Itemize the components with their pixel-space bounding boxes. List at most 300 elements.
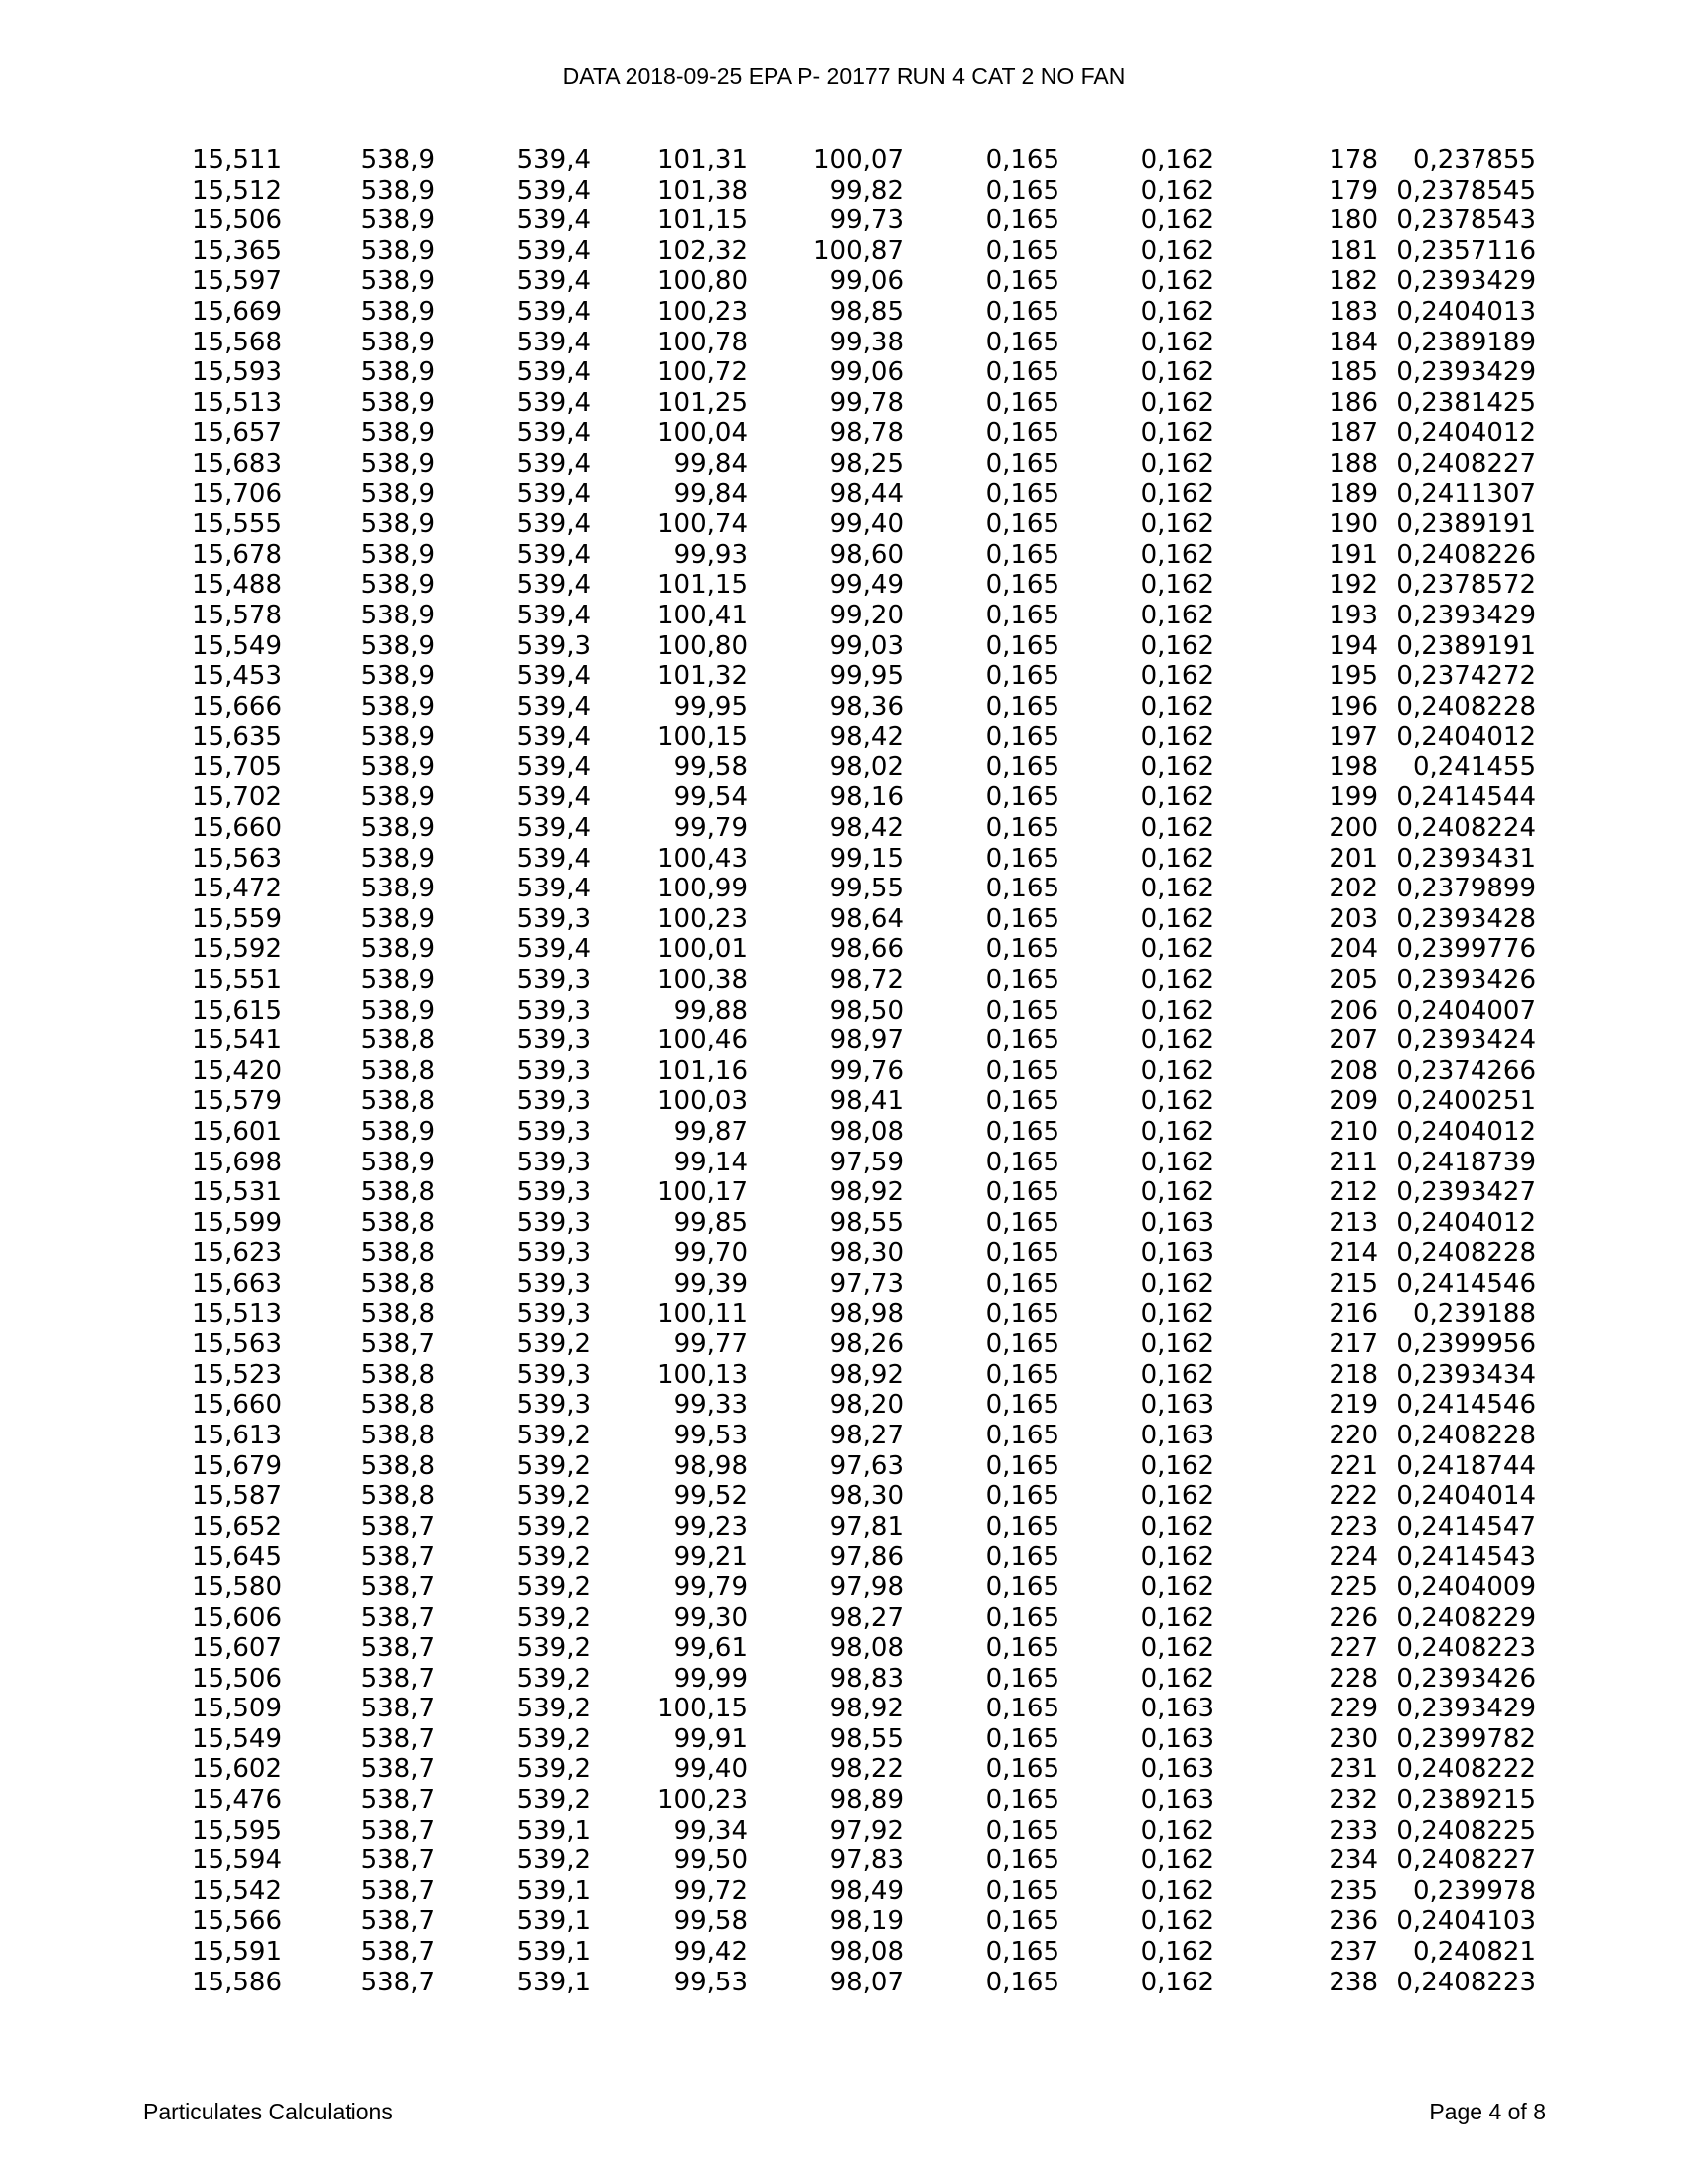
table-cell: 0,162 [1140,205,1214,236]
table-cell: 98,66 [829,934,904,965]
table-cell: 99,21 [673,1542,748,1572]
table-row [0,813,1688,844]
table-cell: 99,03 [829,630,904,661]
table-cell: 98,64 [829,903,904,934]
table-cell: 538,9 [360,782,435,813]
table-cell: 15,683 [192,448,282,478]
table-cell: 99,93 [673,539,748,570]
table-cell: 99,91 [673,1723,748,1754]
table-cell: 0,162 [1140,327,1214,357]
table-cell: 0,165 [985,995,1059,1025]
table-cell: 15,513 [192,387,282,418]
table-cell: 98,22 [829,1754,904,1785]
table-cell: 15,559 [192,903,282,934]
table-cell: 224 [1329,1542,1378,1572]
table-row [0,1694,1688,1724]
table-cell: 15,652 [192,1511,282,1542]
table-cell: 15,578 [192,600,282,630]
table-cell: 100,43 [657,843,748,874]
table-cell: 98,72 [829,965,904,996]
table-cell: 538,8 [360,1390,435,1421]
table-row [0,601,1688,631]
table-cell: 98,89 [829,1785,904,1816]
table-cell: 0,165 [985,235,1059,266]
table-cell: 0,165 [985,1875,1059,1906]
table-cell: 230 [1329,1723,1378,1754]
table-cell: 0,2404012 [1396,1117,1536,1147]
table-cell: 0,162 [1140,357,1214,388]
table-cell: 539,1 [516,1875,591,1906]
table-row [0,996,1688,1026]
table-cell: 228 [1329,1663,1378,1694]
table-cell: 0,2404009 [1396,1571,1536,1602]
table-row [0,1056,1688,1087]
table-cell: 0,165 [985,1298,1059,1329]
table-cell: 225 [1329,1571,1378,1602]
table-cell: 98,16 [829,782,904,813]
table-cell: 538,9 [360,965,435,996]
table-cell: 15,623 [192,1238,282,1269]
table-cell: 0,162 [1140,1298,1214,1329]
table-cell: 0,162 [1140,722,1214,752]
table-cell: 100,15 [657,1694,748,1724]
table-cell: 99,85 [673,1207,748,1238]
table-cell: 539,4 [516,843,591,874]
table-cell: 227 [1329,1633,1378,1664]
table-cell: 15,607 [192,1633,282,1664]
table-cell: 208 [1329,1055,1378,1086]
table-cell: 539,2 [516,1420,591,1450]
table-cell: 99,53 [673,1967,748,1997]
table-cell: 0,2374266 [1396,1055,1536,1086]
table-cell: 0,165 [985,600,1059,630]
table-row [0,449,1688,479]
table-cell: 0,165 [985,934,1059,965]
table-row [0,266,1688,297]
table-row [0,1481,1688,1512]
table-cell: 0,2414546 [1396,1390,1536,1421]
table-cell: 538,7 [360,1602,435,1633]
table-cell: 0,162 [1140,1845,1214,1876]
table-cell: 99,95 [829,661,904,692]
table-cell: 99,82 [829,175,904,205]
table-cell: 538,9 [360,509,435,540]
table-cell: 200 [1329,813,1378,844]
table-cell: 0,2393429 [1396,600,1536,630]
table-cell: 0,2399782 [1396,1723,1536,1754]
table-cell: 15,678 [192,539,282,570]
table-cell: 101,25 [657,387,748,418]
table-row [0,236,1688,267]
table-cell: 98,50 [829,995,904,1025]
table-cell: 198 [1329,751,1378,782]
table-row [0,570,1688,601]
table-cell: 100,74 [657,509,748,540]
table-cell: 538,9 [360,600,435,630]
table-cell: 0,165 [985,1633,1059,1664]
table-cell: 539,2 [516,1511,591,1542]
table-cell: 99,72 [673,1875,748,1906]
table-cell: 99,61 [673,1633,748,1664]
table-cell: 232 [1329,1785,1378,1816]
table-cell: 0,165 [985,175,1059,205]
table-cell: 97,86 [829,1542,904,1572]
table-cell: 15,472 [192,874,282,904]
table-cell: 0,2404012 [1396,722,1536,752]
table-cell: 539,4 [516,418,591,449]
table-cell: 100,13 [657,1359,748,1390]
table-cell: 15,613 [192,1420,282,1450]
table-cell: 539,4 [516,296,591,327]
table-cell: 100,17 [657,1177,748,1208]
table-row [0,1968,1688,1998]
table-cell: 538,8 [360,1268,435,1298]
table-cell: 15,509 [192,1694,282,1724]
table-cell: 15,698 [192,1147,282,1177]
page-title: DATA 2018-09-25 EPA P- 20177 RUN 4 CAT 2 NO FAN [562,64,1126,89]
table-cell: 15,513 [192,1298,282,1329]
table-cell: 180 [1329,205,1378,236]
table-cell: 213 [1329,1207,1378,1238]
table-cell: 0,2408224 [1396,813,1536,844]
table-row [0,145,1688,176]
table-cell: 15,591 [192,1937,282,1968]
table-row [0,844,1688,875]
table-cell: 15,563 [192,843,282,874]
table-cell: 98,27 [829,1420,904,1450]
table-cell: 100,03 [657,1086,748,1117]
table-cell: 15,606 [192,1602,282,1633]
table-cell: 0,2408228 [1396,1420,1536,1450]
table-cell: 538,7 [360,1937,435,1968]
table-cell: 0,162 [1140,266,1214,297]
table-cell: 0,2378543 [1396,205,1536,236]
table-cell: 0,2404012 [1396,418,1536,449]
table-cell: 538,9 [360,175,435,205]
table-cell: 0,162 [1140,1571,1214,1602]
table-row [0,1937,1688,1968]
table-cell: 97,81 [829,1511,904,1542]
table-cell: 15,597 [192,266,282,297]
table-cell: 100,46 [657,1025,748,1056]
table-cell: 539,3 [516,1147,591,1177]
table-cell: 539,3 [516,1025,591,1056]
table-cell: 216 [1329,1298,1378,1329]
table-cell: 100,38 [657,965,748,996]
page-footer [0,2099,1688,2130]
table-row [0,1451,1688,1482]
table-row [0,1148,1688,1178]
table-cell: 15,663 [192,1268,282,1298]
table-cell: 178 [1329,145,1378,175]
table-cell: 0,162 [1140,478,1214,509]
table-cell: 15,476 [192,1785,282,1816]
table-cell: 0,2389189 [1396,327,1536,357]
table-cell: 197 [1329,722,1378,752]
table-cell: 0,165 [985,782,1059,813]
table-cell: 0,162 [1140,1025,1214,1056]
table-cell: 539,3 [516,1207,591,1238]
table-cell: 210 [1329,1117,1378,1147]
table-row [0,1238,1688,1269]
table-cell: 101,15 [657,205,748,236]
table-cell: 538,9 [360,357,435,388]
table-cell: 0,165 [985,1967,1059,1997]
table-cell: 0,2414546 [1396,1268,1536,1298]
table-cell: 99,79 [673,813,748,844]
table-cell: 538,9 [360,661,435,692]
table-cell: 538,9 [360,995,435,1025]
table-cell: 99,52 [673,1481,748,1512]
table-cell: 99,33 [673,1390,748,1421]
table-cell: 538,9 [360,448,435,478]
table-cell: 219 [1329,1390,1378,1421]
table-cell: 539,3 [516,1117,591,1147]
table-cell: 182 [1329,266,1378,297]
table-cell: 0,165 [985,1754,1059,1785]
table-row [0,1603,1688,1634]
table-cell: 0,165 [985,843,1059,874]
table-cell: 0,2408227 [1396,1845,1536,1876]
table-cell: 0,165 [985,813,1059,844]
table-cell: 0,2389191 [1396,509,1536,540]
table-row [0,874,1688,904]
table-cell: 0,2389215 [1396,1785,1536,1816]
table-cell: 0,165 [985,965,1059,996]
table-cell: 0,165 [985,418,1059,449]
table-cell: 15,420 [192,1055,282,1086]
table-cell: 99,77 [673,1329,748,1360]
table-cell: 15,593 [192,357,282,388]
table-cell: 194 [1329,630,1378,661]
table-cell: 99,54 [673,782,748,813]
table-cell: 214 [1329,1238,1378,1269]
table-cell: 538,9 [360,478,435,509]
table-cell: 99,99 [673,1663,748,1694]
table-cell: 0,162 [1140,1268,1214,1298]
table-cell: 538,7 [360,1754,435,1785]
table-cell: 100,01 [657,934,748,965]
table-row [0,722,1688,752]
table-cell: 98,07 [829,1967,904,1997]
table-cell: 99,39 [673,1268,748,1298]
table-cell: 98,98 [673,1450,748,1481]
table-cell: 0,165 [985,1359,1059,1390]
table-cell: 539,2 [516,1723,591,1754]
table-cell: 0,165 [985,448,1059,478]
table-cell: 539,3 [516,630,591,661]
table-cell: 101,38 [657,175,748,205]
table-cell: 15,679 [192,1450,282,1481]
table-cell: 99,40 [829,509,904,540]
table-cell: 15,601 [192,1117,282,1147]
table-cell: 98,20 [829,1390,904,1421]
table-cell: 538,7 [360,1906,435,1937]
table-cell: 15,579 [192,1086,282,1117]
table-cell: 0,2408222 [1396,1754,1536,1785]
table-cell: 539,3 [516,965,591,996]
table-cell: 186 [1329,387,1378,418]
table-cell: 539,4 [516,539,591,570]
table-cell: 538,9 [360,722,435,752]
table-cell: 0,162 [1140,1147,1214,1177]
table-cell: 15,666 [192,691,282,722]
table-cell: 0,162 [1140,145,1214,175]
table-cell: 538,9 [360,327,435,357]
table-cell: 0,162 [1140,1481,1214,1512]
table-cell: 539,1 [516,1967,591,1997]
table-cell: 100,72 [657,357,748,388]
table-cell: 539,2 [516,1571,591,1602]
table-cell: 0,162 [1140,1329,1214,1360]
table-cell: 222 [1329,1481,1378,1512]
table-cell: 99,88 [673,995,748,1025]
table-cell: 0,2389191 [1396,630,1536,661]
table-cell: 15,645 [192,1542,282,1572]
table-cell: 15,657 [192,418,282,449]
table-row [0,1390,1688,1421]
table-cell: 538,7 [360,1511,435,1542]
table-cell: 98,08 [829,1633,904,1664]
table-cell: 539,4 [516,327,591,357]
table-cell: 0,2393429 [1396,1694,1536,1724]
table-cell: 0,165 [985,539,1059,570]
table-cell: 98,83 [829,1663,904,1694]
table-cell: 100,04 [657,418,748,449]
table-cell: 15,669 [192,296,282,327]
table-row [0,1421,1688,1451]
table-row [0,176,1688,206]
table-cell: 538,7 [360,1633,435,1664]
table-cell: 539,2 [516,1754,591,1785]
table-cell: 0,2404013 [1396,296,1536,327]
table-cell: 98,02 [829,751,904,782]
table-cell: 98,19 [829,1906,904,1937]
table-cell: 539,1 [516,1906,591,1937]
table-cell: 99,87 [673,1117,748,1147]
table-cell: 0,165 [985,1025,1059,1056]
table-row [0,418,1688,449]
table-cell: 0,165 [985,1937,1059,1968]
table-cell: 205 [1329,965,1378,996]
footer-document-name: Particulates Calculations [143,2099,393,2124]
table-cell: 196 [1329,691,1378,722]
table-cell: 538,8 [360,1481,435,1512]
table-cell: 100,87 [813,235,904,266]
table-cell: 15,566 [192,1906,282,1937]
table-cell: 211 [1329,1147,1378,1177]
table-cell: 538,8 [360,1420,435,1450]
table-row [0,661,1688,692]
table-cell: 539,4 [516,751,591,782]
table-cell: 0,165 [985,1785,1059,1816]
table-cell: 0,162 [1140,1086,1214,1117]
table-cell: 226 [1329,1602,1378,1633]
table-cell: 15,551 [192,965,282,996]
table-cell: 98,55 [829,1207,904,1238]
table-cell: 538,8 [360,1025,435,1056]
table-cell: 0,2408228 [1396,1238,1536,1269]
table-cell: 539,4 [516,448,591,478]
table-cell: 0,163 [1140,1723,1214,1754]
table-cell: 0,239188 [1412,1298,1536,1329]
table-cell: 0,2414543 [1396,1542,1536,1572]
table-cell: 0,165 [985,1571,1059,1602]
table-row [0,1086,1688,1117]
table-cell: 538,8 [360,1177,435,1208]
table-row [0,297,1688,328]
table-cell: 0,240821 [1412,1937,1536,1968]
table-cell: 0,162 [1140,1937,1214,1968]
table-cell: 538,9 [360,145,435,175]
table-cell: 539,2 [516,1542,591,1572]
table-cell: 0,165 [985,1511,1059,1542]
table-cell: 215 [1329,1268,1378,1298]
table-cell: 538,7 [360,1329,435,1360]
table-row [0,328,1688,358]
table-cell: 539,1 [516,1937,591,1968]
table-cell: 0,165 [985,1845,1059,1876]
table-cell: 99,49 [829,570,904,601]
table-cell: 99,95 [673,691,748,722]
table-cell: 233 [1329,1815,1378,1845]
table-row [0,1299,1688,1330]
table-cell: 99,42 [673,1937,748,1968]
table-cell: 538,8 [360,1298,435,1329]
table-cell: 539,4 [516,357,591,388]
table-cell: 0,162 [1140,782,1214,813]
table-cell: 15,506 [192,205,282,236]
table-cell: 217 [1329,1329,1378,1360]
table-cell: 0,165 [985,751,1059,782]
table-row [0,509,1688,540]
table-cell: 187 [1329,418,1378,449]
table-cell: 15,506 [192,1663,282,1694]
table-cell: 15,365 [192,235,282,266]
table-cell: 0,2378572 [1396,570,1536,601]
table-row [0,1512,1688,1543]
table-cell: 0,2408229 [1396,1602,1536,1633]
table-cell: 0,162 [1140,448,1214,478]
table-cell: 0,163 [1140,1694,1214,1724]
table-row [0,782,1688,813]
table-cell: 99,58 [673,1906,748,1937]
table-cell: 98,42 [829,813,904,844]
table-cell: 0,237855 [1412,145,1536,175]
table-cell: 539,3 [516,1086,591,1117]
table-cell: 0,165 [985,387,1059,418]
table-cell: 0,165 [985,874,1059,904]
table-cell: 539,4 [516,145,591,175]
table-cell: 0,2408223 [1396,1967,1536,1997]
table-cell: 98,92 [829,1694,904,1724]
table-row [0,1025,1688,1056]
table-cell: 99,84 [673,478,748,509]
table-cell: 539,3 [516,1359,591,1390]
table-cell: 99,06 [829,357,904,388]
table-cell: 100,11 [657,1298,748,1329]
table-row [0,1208,1688,1239]
table-cell: 0,162 [1140,1602,1214,1633]
table-cell: 0,2404103 [1396,1906,1536,1937]
table-cell: 101,31 [657,145,748,175]
table-cell: 0,165 [985,1542,1059,1572]
table-cell: 0,162 [1140,903,1214,934]
table-cell: 0,165 [985,1390,1059,1421]
table-cell: 15,586 [192,1967,282,1997]
table-cell: 99,15 [829,843,904,874]
table-cell: 0,162 [1140,570,1214,601]
